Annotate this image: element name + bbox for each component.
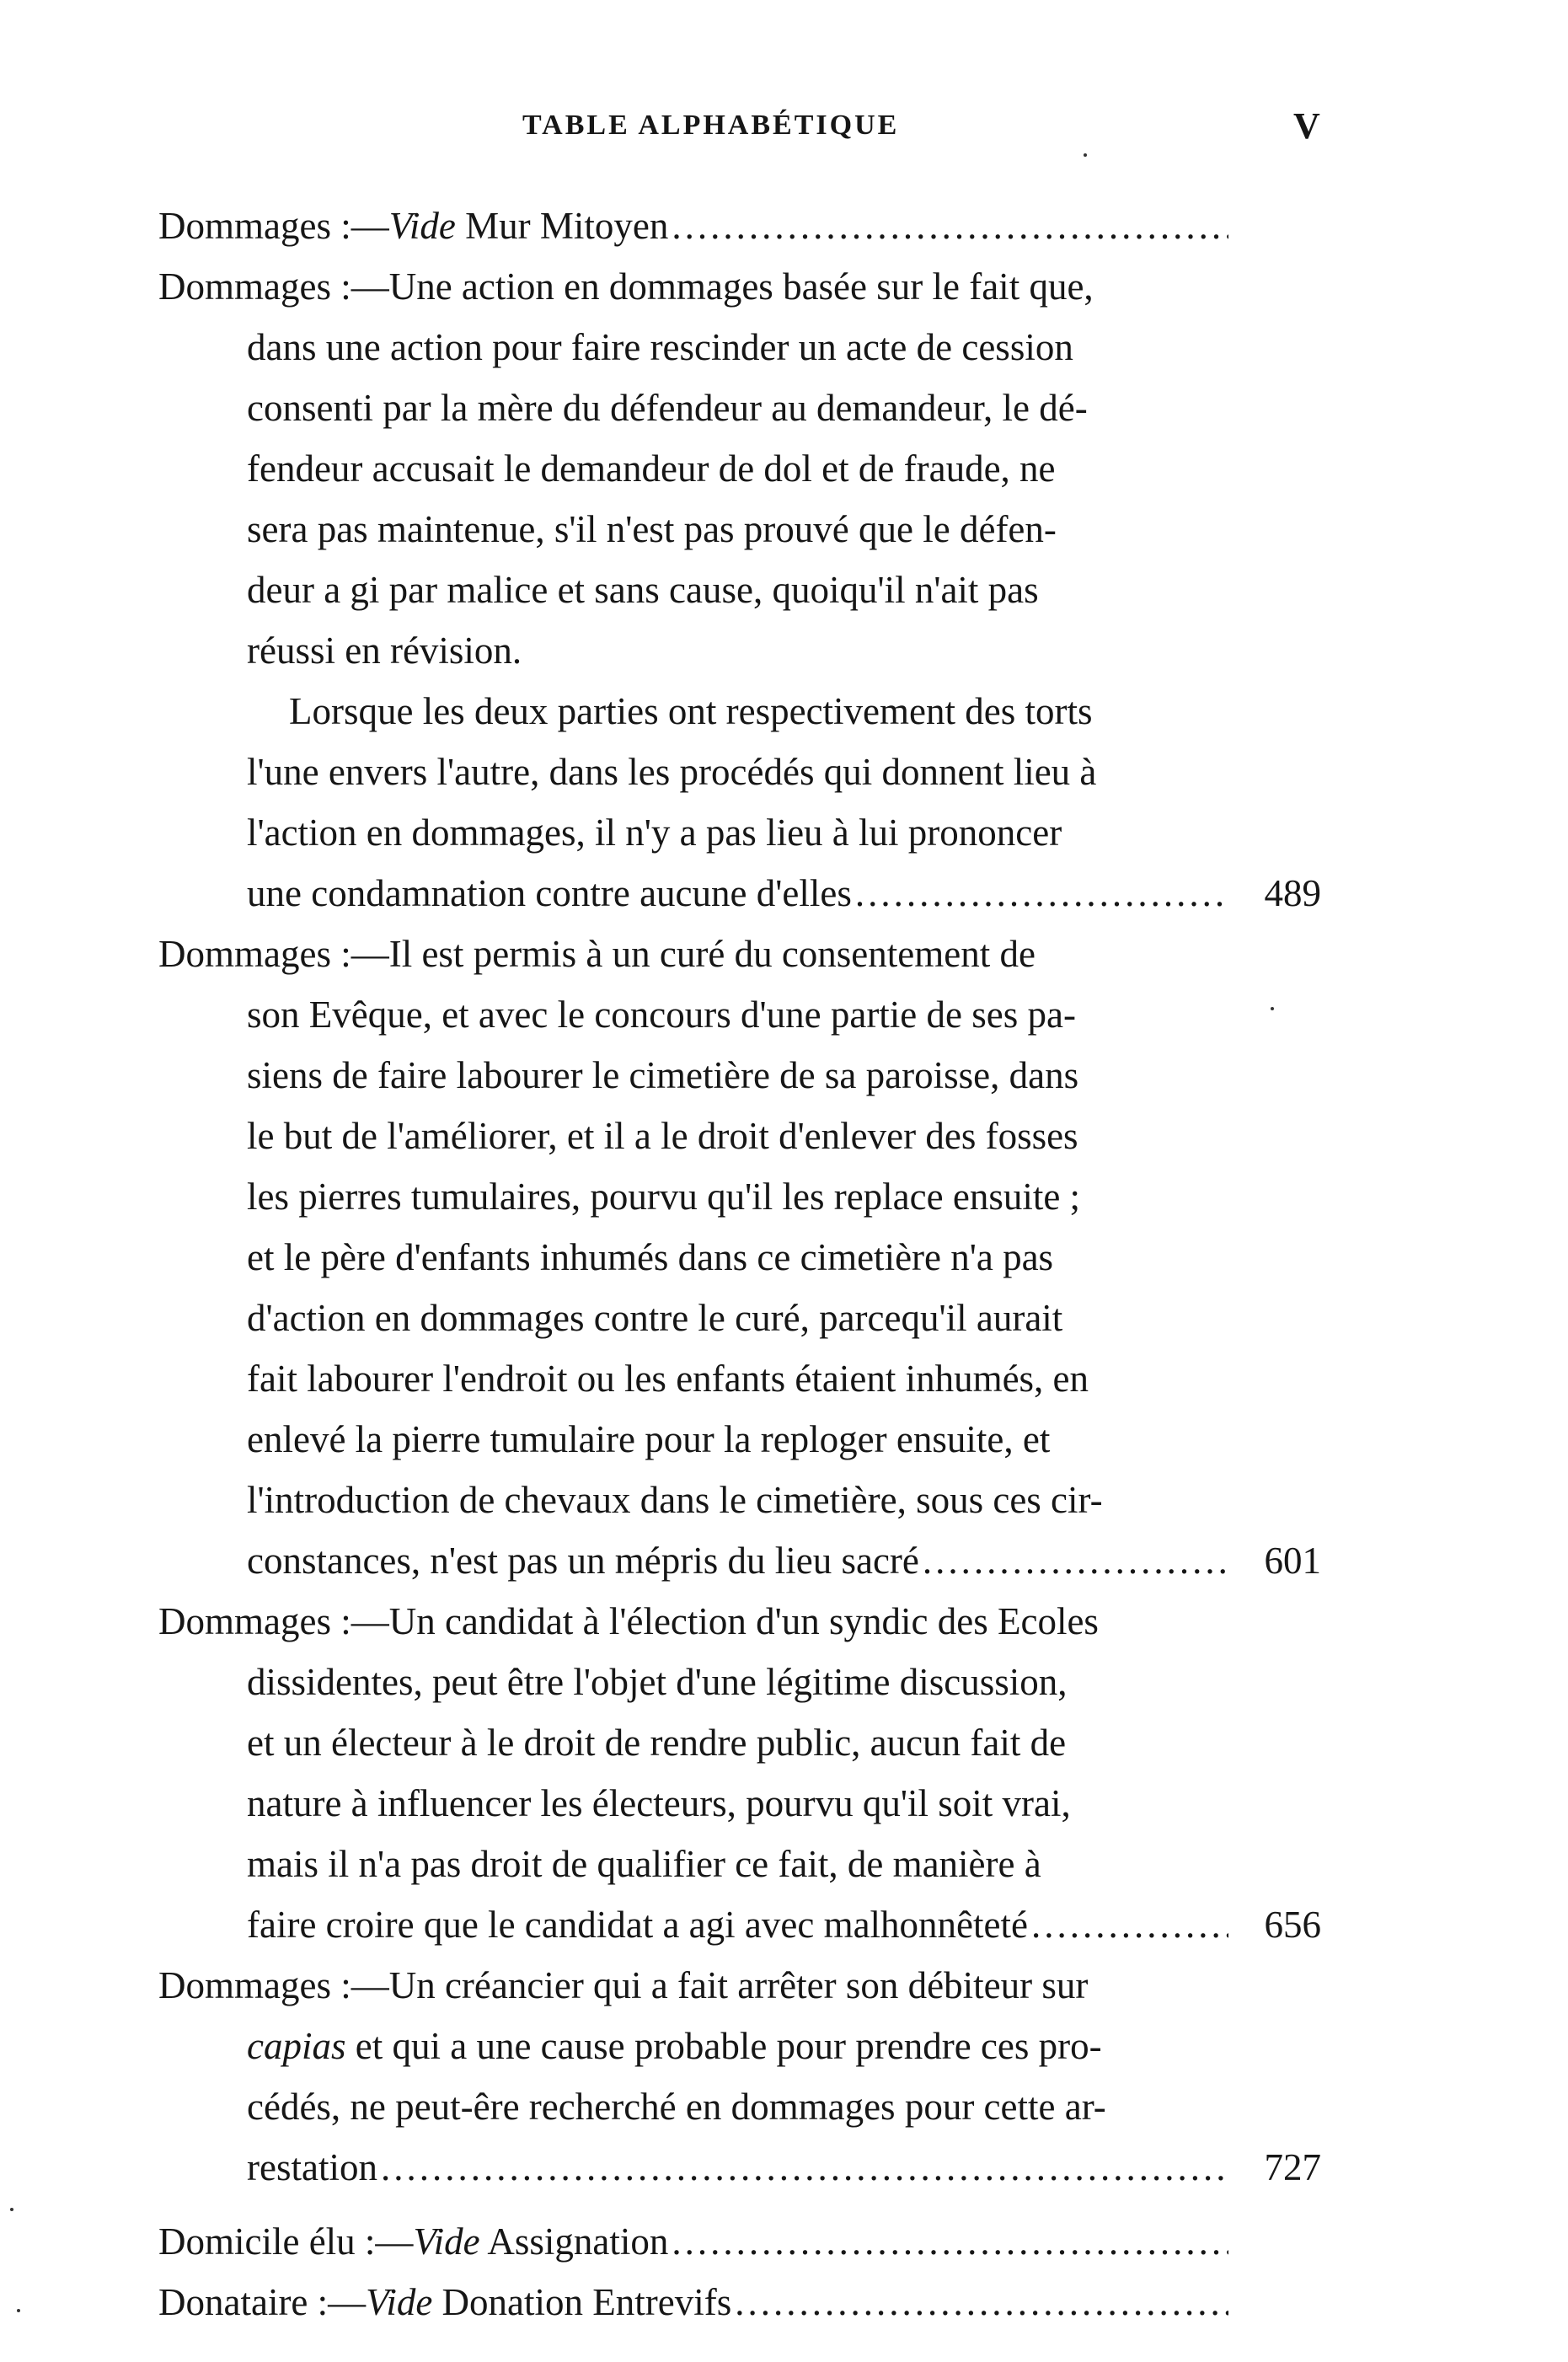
- entry-line: [158, 1409, 1321, 1470]
- entry-line: [158, 1955, 1321, 2016]
- dot-leader: [735, 2272, 1228, 2333]
- entry-line: [158, 499, 1321, 560]
- entry-heading: Dommages :—: [158, 205, 389, 247]
- entry-text: restation: [247, 2146, 377, 2188]
- entry-line: [158, 1227, 1321, 1288]
- entry-text: son Evêque, et avec le concours d'une partie de ses pa-: [247, 994, 1076, 1036]
- page-reference: 601: [1264, 1540, 1321, 1582]
- entry-text: et un électeur à le droit de rendre public, aucun fait de: [247, 1722, 1067, 1764]
- entry-text: et le père d'enfants inhumés dans ce cimetière n'a pas: [247, 1236, 1054, 1278]
- entry-line: [158, 1834, 1321, 1894]
- cross-reference-target: Assignation: [479, 2220, 669, 2263]
- page-reference: 489: [1264, 872, 1321, 914]
- index-entry: [158, 195, 1321, 256]
- entry-text: Dommages :—Un candidat à l'élection d'un syndic des Ecoles: [158, 1600, 1099, 1642]
- entry-text: le but de l'améliorer, et il a le droit d'enlever des fosses: [247, 1115, 1078, 1157]
- entry-text: nature à influencer les électeurs, pourvu qu'il soit vrai,: [247, 1782, 1071, 1824]
- scan-speck: [1271, 1007, 1274, 1010]
- index-entry: [158, 1591, 1321, 1955]
- entry-line: [158, 2016, 1321, 2076]
- entry-text: enlevé la pierre tumulaire pour la reploger ensuite, et: [247, 1418, 1051, 1460]
- entry-line: [158, 317, 1321, 378]
- entry-line: [158, 1530, 1321, 1591]
- entry-text: deur a gi par malice et sans cause, quoiqu'il n'ait pas: [247, 569, 1039, 611]
- entry-heading: Donataire :—: [158, 2281, 367, 2323]
- entry-text: fendeur accusait le demandeur de dol et de fraude, ne: [247, 447, 1056, 490]
- entry-line: [158, 1894, 1321, 1955]
- index-entry: [158, 1955, 1321, 2198]
- entry-text: une condamnation contre aucune d'elles: [247, 872, 852, 914]
- cross-reference-vide: Vide: [388, 205, 456, 247]
- entry-text: les pierres tumulaires, pourvu qu'il les replace ensuite ;: [247, 1176, 1081, 1218]
- entry-text: d'action en dommages contre le curé, parcequ'il aurait: [247, 1297, 1063, 1339]
- dot-leader: [672, 2211, 1228, 2272]
- entry-line: [158, 2137, 1321, 2198]
- entry-line: [158, 256, 1321, 317]
- entry-text: constances, n'est pas un mépris du lieu sacré: [247, 1540, 919, 1582]
- entry-line: [158, 1470, 1321, 1530]
- entry-line: [158, 1712, 1321, 1773]
- entry-text: Dommages :—Un créancier qui a fait arrêter son débiteur sur: [158, 1964, 1089, 2006]
- index-entry: [158, 256, 1321, 924]
- entry-line: [158, 802, 1321, 863]
- entry-line: [158, 1591, 1321, 1652]
- cross-reference-target: Mur Mitoyen: [455, 205, 669, 247]
- entry-line: [158, 195, 1321, 256]
- entry-line: [158, 1652, 1321, 1712]
- entry-text: dans une action pour faire rescinder un acte de cession: [247, 326, 1073, 368]
- entry-text: Dommages :—Une action en dommages basée sur le fait que,: [158, 265, 1094, 308]
- entry-line: [158, 2211, 1321, 2272]
- index-entry: [158, 2211, 1321, 2272]
- page-reference: 656: [1264, 1904, 1321, 1946]
- entry-text: fait labourer l'endroit ou les enfants étaient inhumés, en: [247, 1358, 1089, 1400]
- entry-line: [158, 560, 1321, 620]
- cross-reference-vide: Vide: [413, 2220, 480, 2263]
- scan-speck: [1084, 153, 1087, 157]
- entry-text: sera pas maintenue, s'il n'est pas prouvé que le défen-: [247, 508, 1057, 550]
- running-title: TABLE ALPHABÉTIQUE: [522, 110, 900, 141]
- italic-term: capias: [247, 2025, 346, 2067]
- entry-line: [158, 438, 1321, 499]
- cross-reference-target: Donation Entrevifs: [432, 2281, 732, 2323]
- entry-line: [158, 1773, 1321, 1834]
- dot-leader: [855, 863, 1228, 924]
- entry-line: [158, 1045, 1321, 1106]
- dot-leader: [381, 2137, 1228, 2198]
- entry-line: [158, 742, 1321, 802]
- entry-line: [158, 1166, 1321, 1227]
- entry-line: [158, 1106, 1321, 1166]
- entry-text: réussi en révision.: [247, 629, 522, 672]
- entry-heading: Domicile élu :—: [158, 2220, 414, 2263]
- entry-text: Lorsque les deux parties ont respectivement des torts: [289, 690, 1093, 732]
- entry-line: [158, 1348, 1321, 1409]
- entry-text: et qui a une cause probable pour prendre ces pro-: [345, 2025, 1102, 2067]
- entry-text: l'introduction de chevaux dans le cimetière, sous ces cir-: [247, 1479, 1103, 1521]
- entry-text: mais il n'a pas droit de qualifier ce fait, de manière à: [247, 1843, 1041, 1885]
- scan-speck: [17, 2309, 20, 2312]
- entry-text: Dommages :—Il est permis à un curé du consentement de: [158, 933, 1036, 975]
- entry-text: siens de faire labourer le cimetière de sa paroisse, dans: [247, 1054, 1079, 1096]
- running-head: [0, 105, 1568, 152]
- page-number: V: [1293, 105, 1320, 147]
- entry-text: dissidentes, peut être l'objet d'une légitime discussion,: [247, 1661, 1068, 1703]
- entry-line: [158, 378, 1321, 438]
- index-entries: [158, 195, 1321, 2333]
- cross-reference-vide: Vide: [366, 2281, 433, 2323]
- entry-line: [158, 681, 1321, 742]
- index-entry: [158, 924, 1321, 1591]
- entry-line: [158, 2076, 1321, 2137]
- entry-text: cédés, ne peut-êre recherché en dommages pour cette ar-: [247, 2086, 1106, 2128]
- entry-line: [158, 924, 1321, 984]
- entry-text: l'action en dommages, il n'y a pas lieu à lui prononcer: [247, 811, 1062, 854]
- entry-line: [158, 2272, 1321, 2333]
- entry-line: [158, 1288, 1321, 1348]
- dot-leader: [672, 195, 1228, 256]
- entry-line: [158, 620, 1321, 681]
- dot-leader: [923, 1530, 1228, 1591]
- index-entry: [158, 2272, 1321, 2333]
- scan-speck: [10, 2208, 13, 2211]
- entry-line: [158, 863, 1321, 924]
- page-reference: 727: [1264, 2146, 1321, 2188]
- entry-line: [158, 984, 1321, 1045]
- dot-leader: [1031, 1894, 1228, 1955]
- entry-text: l'une envers l'autre, dans les procédés qui donnent lieu à: [247, 751, 1097, 793]
- entry-text: consenti par la mère du défendeur au demandeur, le dé-: [247, 387, 1088, 429]
- entry-text: faire croire que le candidat a agi avec malhonnêteté: [247, 1904, 1028, 1946]
